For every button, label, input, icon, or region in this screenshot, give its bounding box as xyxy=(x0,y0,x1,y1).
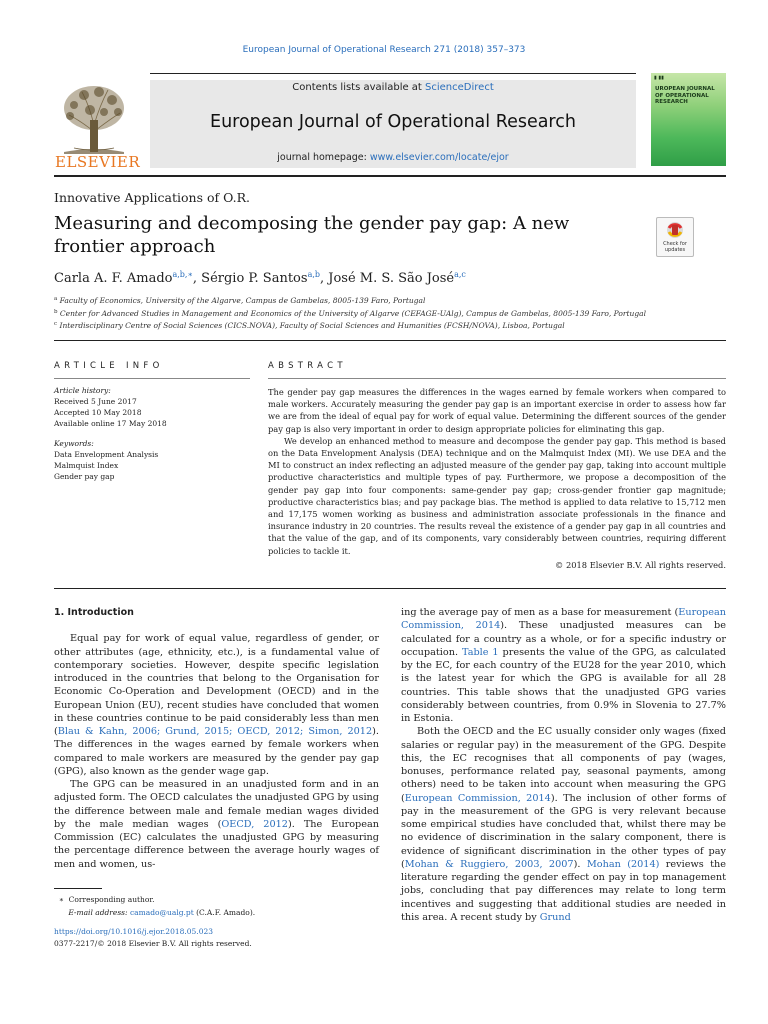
citation-link[interactable]: Blau & Kahn, 2006; Grund, 2015; OECD, 2012; Simon, 2012 xyxy=(57,726,373,737)
keyword: Data Envelopment Analysis xyxy=(54,450,159,459)
accepted-date: Accepted 10 May 2018 xyxy=(54,408,142,417)
issn-copyright: 0377-2217/© 2018 Elsevier B.V. All rights reserved. xyxy=(54,939,252,948)
contents-line: Contents lists available at ScienceDirect xyxy=(292,82,494,93)
citation-link[interactable]: OECD, 2012 xyxy=(221,818,288,830)
email-note: E-mail address: camado@ualg.pt (C.A.F. Amado). xyxy=(68,907,256,917)
doi-link[interactable]: https://doi.org/10.1016/j.ejor.2018.05.023 xyxy=(54,927,214,936)
footnote-rule xyxy=(54,888,102,889)
abstract-paragraph: The gender pay gap measures the differences in the wages earned by female workers when compared to male workers. Accurately measuring the gender pay gap is an important exercise in order to assess how far we are from the ideal of equal pay for work of equal value. Determining the different sources of the gender pay gap is also very important in order to design appropriate policies for eliminating this gap. xyxy=(268,387,726,434)
section-heading: 1. Introduction xyxy=(54,607,134,618)
author-affiliation-marks[interactable]: a,b,∗ xyxy=(172,270,193,279)
check-updates-icon xyxy=(657,218,693,242)
author-list: Carla A. F. Amado$^{a,b,∗}$, Sérgio P. Santos$^{a,b}$, José M. S. São José$^{a,c}$ xyxy=(54,270,466,286)
journal-title: European Journal of Operational Research xyxy=(210,112,576,132)
body-paragraph: The GPG can be measured in an unadjusted form and in an adjusted form. The OECD calculates the unadjusted GPG by using the difference between male and female median wages divided by the male median wages (OECD, 2012). The European Commission (EC) calculates the unadjusted GPG by measuring the percentage difference between the average hourly wages of men and women, us- xyxy=(54,779,379,870)
online-date: Available online 17 May 2018 xyxy=(54,419,167,428)
journal-homepage-link[interactable]: www.elsevier.com/locate/ejor xyxy=(369,152,509,163)
cover-title: UROPEAN JOURNAL OF OPERATIONAL RESEARCH xyxy=(655,86,715,105)
article-title: Measuring and decomposing the gender pay gap: A new frontier approach xyxy=(54,213,570,257)
citation-link[interactable]: Mohan & Ruggiero, 2003, 2007 xyxy=(404,858,574,870)
author-affiliation-marks[interactable]: a,b xyxy=(307,270,320,279)
keyword: Malmquist Index xyxy=(54,461,119,470)
abstract-paragraph: We develop an enhanced method to measure and decompose the gender pay gap. This method is based on the Data Envelopment Analysis (DEA) technique and on the Malmquist Index (MI). We use DEA and the MI to construct an index reflecting an adjusted measure of the gender pay gap, taking into account multiple productive characteristics and multiple types of pay. Furthermore, we propose a decomposition of the gender pay gap into four components: same-gender pay gap; cross-gender frontier gap magnitude; productive characteristics bias; and pay package bias. The method is applied to data relative to 15,712 men and 17,175 women working as business and administration associate professionals in the finance and insurance industry in 20 countries. The results reveal the existence of a gender pay gap in all countries and that the value of the gap, and of its components, vary considerably between countries, requiring different policies to tackle it. xyxy=(268,435,726,556)
affiliation-item: $^a$ Faculty of Economics, University of the Algarve, Campus de Gambelas, 8005-139 Faro, Portugal xyxy=(54,296,426,305)
body-column-right xyxy=(401,606,726,924)
affiliation-item: $^b$ Center for Advanced Studies in Management and Economics of the University of Algarve (CEFAGE-UAlg), Campus de Gambelas, 8005-139 Faro, Portugal xyxy=(54,308,647,318)
journal-cover-image[interactable] xyxy=(651,73,726,166)
doi-block xyxy=(54,926,252,950)
sciencedirect-link[interactable]: ScienceDirect xyxy=(425,82,494,93)
affiliation-item: $^c$ Interdisciplinary Centre of Social Sciences (CICS.NOVA), Faculty of Social Sciences and Humanities (FCSH/NOVA), Lisboa, Portugal xyxy=(54,321,565,330)
keywords-label: Keywords: xyxy=(54,439,94,448)
keyword: Gender pay gap xyxy=(54,472,115,481)
section-rule xyxy=(54,340,726,341)
corresponding-author-note: ∗ Corresponding author. xyxy=(58,895,155,904)
citation-link[interactable]: European Commission, 2014 xyxy=(401,607,726,632)
journal-citation[interactable]: European Journal of Operational Research 271 (2018) 357–373 xyxy=(242,45,526,55)
abstract-rule xyxy=(268,378,726,379)
journal-masthead xyxy=(150,80,636,168)
header-rule-thick xyxy=(54,175,726,177)
body-paragraph: ing the average pay of men as a base for measurement (European Commission, 2014). These unadjusted measures can be calculated for a country as a whole, or for a specific industry or occupation. Table 1 presents the value of the GPG, as calculated by the EC, for each country of the EU28 for the year 2010, which is the latest year for which the GPG is available for all 28 countries. This table shows that the unadjusted GPG varies considerably between countries, from 0.9% in Slovenia to 27.7% in Estonia. xyxy=(401,607,726,724)
homepage-line: journal homepage: www.elsevier.com/locate/ejor xyxy=(277,152,509,163)
author-name[interactable]: Sérgio P. Santos xyxy=(201,271,308,286)
abstract-end-rule xyxy=(54,588,726,589)
footnotes xyxy=(54,894,255,919)
body-column-left xyxy=(54,606,379,871)
affiliations xyxy=(54,294,646,332)
copyright-notice: © 2018 Elsevier B.V. All rights reserved. xyxy=(555,559,726,570)
header-rule xyxy=(150,73,636,74)
check-for-updates-badge[interactable] xyxy=(656,217,694,257)
body-paragraph: Both the OECD and the EC usually consider only wages (fixed salaries or regular pay) in the measurement of the GPG. Despite this, the EC recognises that all components of pay (wages, bonuses, performance related pay, seasonal payments, among others) need to be taken into account when measuring the GPG (European Commission, 2014). The inclusion of other forms of pay in the measurement of the GPG is very relevant because some empirical studies have concluded that, whilst there may be no evidence of discrimination in the salary component, there is evidence of significant discrimination in the other types of pay (Mohan & Ruggiero, 2003, 2007). Mohan (2014) reviews the literature regarding the gender effect on pay in top management jobs, concluding that pay differences may relate to long term incentives and suggesting that additional studies are needed in this area. A recent study by Grund xyxy=(401,726,726,923)
email-link[interactable]: camado@ualg.pt xyxy=(129,907,194,917)
citation-link[interactable]: European Commission, 2014 xyxy=(404,792,551,804)
author-name[interactable]: Carla A. F. Amado xyxy=(54,271,173,286)
received-date: Received 5 June 2017 xyxy=(54,397,137,406)
section-label: Innovative Applications of O.R. xyxy=(54,190,250,205)
article-info-rule xyxy=(54,378,250,379)
check-updates-label: Check for updates xyxy=(663,241,687,253)
body-paragraph: Equal pay for work of equal value, regardless of gender, or other attributes (age, ethnicity, etc.), is a fundamental value of contemporary societies. However, despite specific legislation introduced in the countries that belong to the Organisation for Economic Co-Operation and Development (OECD) and in the European Union (EU), recent studies have concluded that women in these countries continue to be paid considerably less than men (Blau & Kahn, 2006; Grund, 2015; OECD, 2012; Simon, 2012). The differences in the wages earned by female workers when compared to male workers are measured by the gender pay gap (GPG), also known as the gender wage gap. xyxy=(54,633,379,777)
table-link[interactable]: Table 1 xyxy=(461,646,499,658)
article-info xyxy=(54,385,250,482)
cover-marks: ▮ ▮▮ xyxy=(654,75,664,81)
citation-link[interactable]: Grund xyxy=(539,911,571,923)
author-name[interactable]: José M. S. São José xyxy=(328,271,455,286)
abstract-heading: ABSTRACT xyxy=(268,361,347,371)
history-label: Article history: xyxy=(54,386,111,395)
elsevier-wordmark[interactable]: ELSEVIER xyxy=(55,153,141,171)
article-info-heading: ARTICLE INFO xyxy=(54,361,164,371)
author-affiliation-marks[interactable]: a,c xyxy=(454,270,466,279)
citation-link[interactable]: Mohan (2014) xyxy=(586,858,660,870)
abstract xyxy=(268,386,726,571)
